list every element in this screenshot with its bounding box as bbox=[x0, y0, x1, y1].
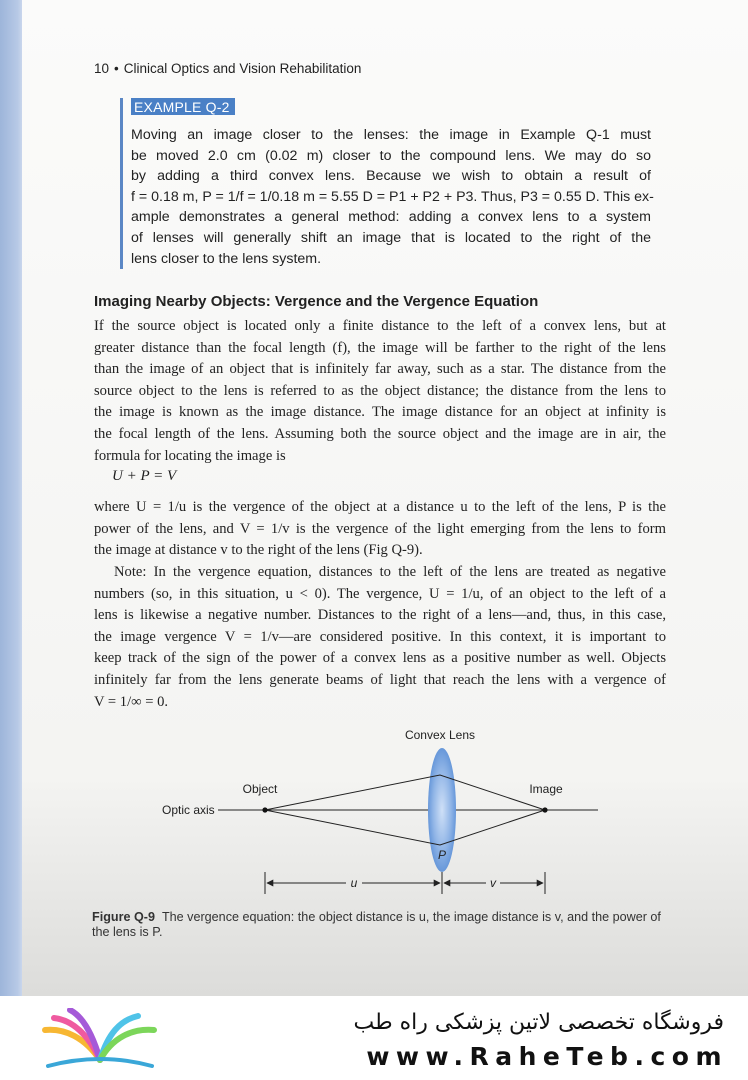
u-label: u bbox=[350, 876, 358, 890]
running-header bbox=[94, 61, 361, 76]
object-point bbox=[262, 807, 267, 812]
example-line: Moving an image closer to the lenses: the image in Example Q-1 must bbox=[131, 127, 651, 143]
section-heading: Imaging Nearby Objects: Vergence and the Vergence Equation bbox=[94, 293, 539, 310]
image-label: Image bbox=[529, 782, 563, 796]
book-fan-logo-icon bbox=[40, 1008, 160, 1070]
lens-label: Convex Lens bbox=[404, 728, 476, 742]
vergence-equation: U + P = V bbox=[112, 468, 177, 484]
text-line: power of the lens, and V = 1/v is the vergence of the light emerging from the lens to form bbox=[94, 520, 666, 537]
example-line: ample demonstrates a general method: adding a convex lens to a system bbox=[131, 209, 651, 226]
body-paragraph-1 bbox=[94, 316, 666, 467]
figure-caption bbox=[92, 910, 672, 940]
text-line: where U = 1/u is the vergence of the object at a distance u to the left of the lens, P is the bbox=[94, 499, 666, 515]
text-line: numbers (so, in this situation, u < 0). The vergence, U = 1/u, of an object to the left of a bbox=[94, 585, 666, 602]
watermark-footer bbox=[0, 996, 748, 1080]
store-name: فروشگاه تخصصی لاتین پزشکی راه طب bbox=[353, 1010, 724, 1035]
text-line: formula for locating the image is bbox=[94, 447, 286, 464]
caption-label: Figure Q-9 bbox=[92, 910, 155, 924]
example-box bbox=[120, 98, 654, 269]
example-text bbox=[131, 125, 654, 269]
body-paragraph-3 bbox=[94, 562, 666, 713]
text-line: than the image of an object that is infinitely far away, such as a star. The distance from the bbox=[94, 361, 666, 378]
text-line: infinitely far from the lens generate beams of light that reach the lens with a vergence of bbox=[94, 671, 666, 688]
store-url[interactable]: www.RaheTeb.com bbox=[366, 1042, 728, 1071]
text-line: greater distance than the focal length (f), the image will be farther to the right of the lens bbox=[94, 339, 666, 356]
example-line: f = 0.18 m, P = 1/f = 1/0.18 m = 5.55 D = P1 + P2 + P3. Thus, P3 = 0.55 D. This ex- bbox=[131, 188, 654, 205]
v-label: v bbox=[490, 876, 496, 890]
page-number: 10 bbox=[94, 61, 110, 76]
text-line: source object to the lens is referred to as the object distance; the distance from the lens to bbox=[94, 382, 666, 399]
text-line: the image at distance v to the right of the lens (Fig Q-9). bbox=[94, 542, 423, 559]
example-line: of lenses will generally shift an image that is located to the right of the bbox=[131, 229, 651, 246]
object-label: Object bbox=[242, 782, 278, 796]
text-line: the focal length of the lens. Assuming both the source object and the image are in air, the bbox=[94, 425, 666, 442]
example-line: be moved 2.0 cm (0.02 m) closer to the compound lens. We may do so bbox=[131, 147, 651, 164]
text-line: Note: In the vergence equation, distances to the left of the lens are treated as negative bbox=[114, 564, 666, 580]
upper-ray bbox=[265, 775, 545, 810]
text-line: keep track of the sign of the power of a convex lens as a positive number as well. Objects bbox=[94, 650, 666, 667]
text-line: the image is known as the image distance. The image distance for an object at infinity is bbox=[94, 404, 666, 421]
caption-text: The vergence equation: the object distance is u, the image distance is v, and the power of the lens is P. bbox=[92, 910, 661, 939]
book-title: Clinical Optics and Vision Rehabilitation bbox=[123, 61, 362, 76]
text-line: lens is likewise a negative number. Distances to the right of a lens—and, thus, in this case, bbox=[94, 607, 666, 624]
text-line: If the source object is located only a finite distance to the left of a convex lens, but at bbox=[94, 318, 666, 334]
optic-axis-label: Optic axis bbox=[162, 803, 215, 817]
power-label: P bbox=[437, 848, 447, 862]
text-line: the image vergence V = 1/v—are considered positive. In this context, it is important to bbox=[94, 628, 666, 645]
text-line: V = 1/∞ = 0. bbox=[94, 693, 169, 710]
example-line: by adding a third convex lens. Because we wish to obtain a result of bbox=[131, 168, 651, 185]
lower-ray bbox=[265, 810, 545, 845]
body-paragraph-2 bbox=[94, 497, 666, 562]
example-line: lens closer to the lens system. bbox=[131, 250, 322, 267]
example-tag: EXAMPLE Q-2 bbox=[131, 98, 235, 115]
vergence-diagram bbox=[150, 722, 620, 902]
header-separator: • bbox=[114, 61, 119, 76]
image-point bbox=[542, 807, 547, 812]
book-spine-shadow bbox=[0, 0, 22, 996]
